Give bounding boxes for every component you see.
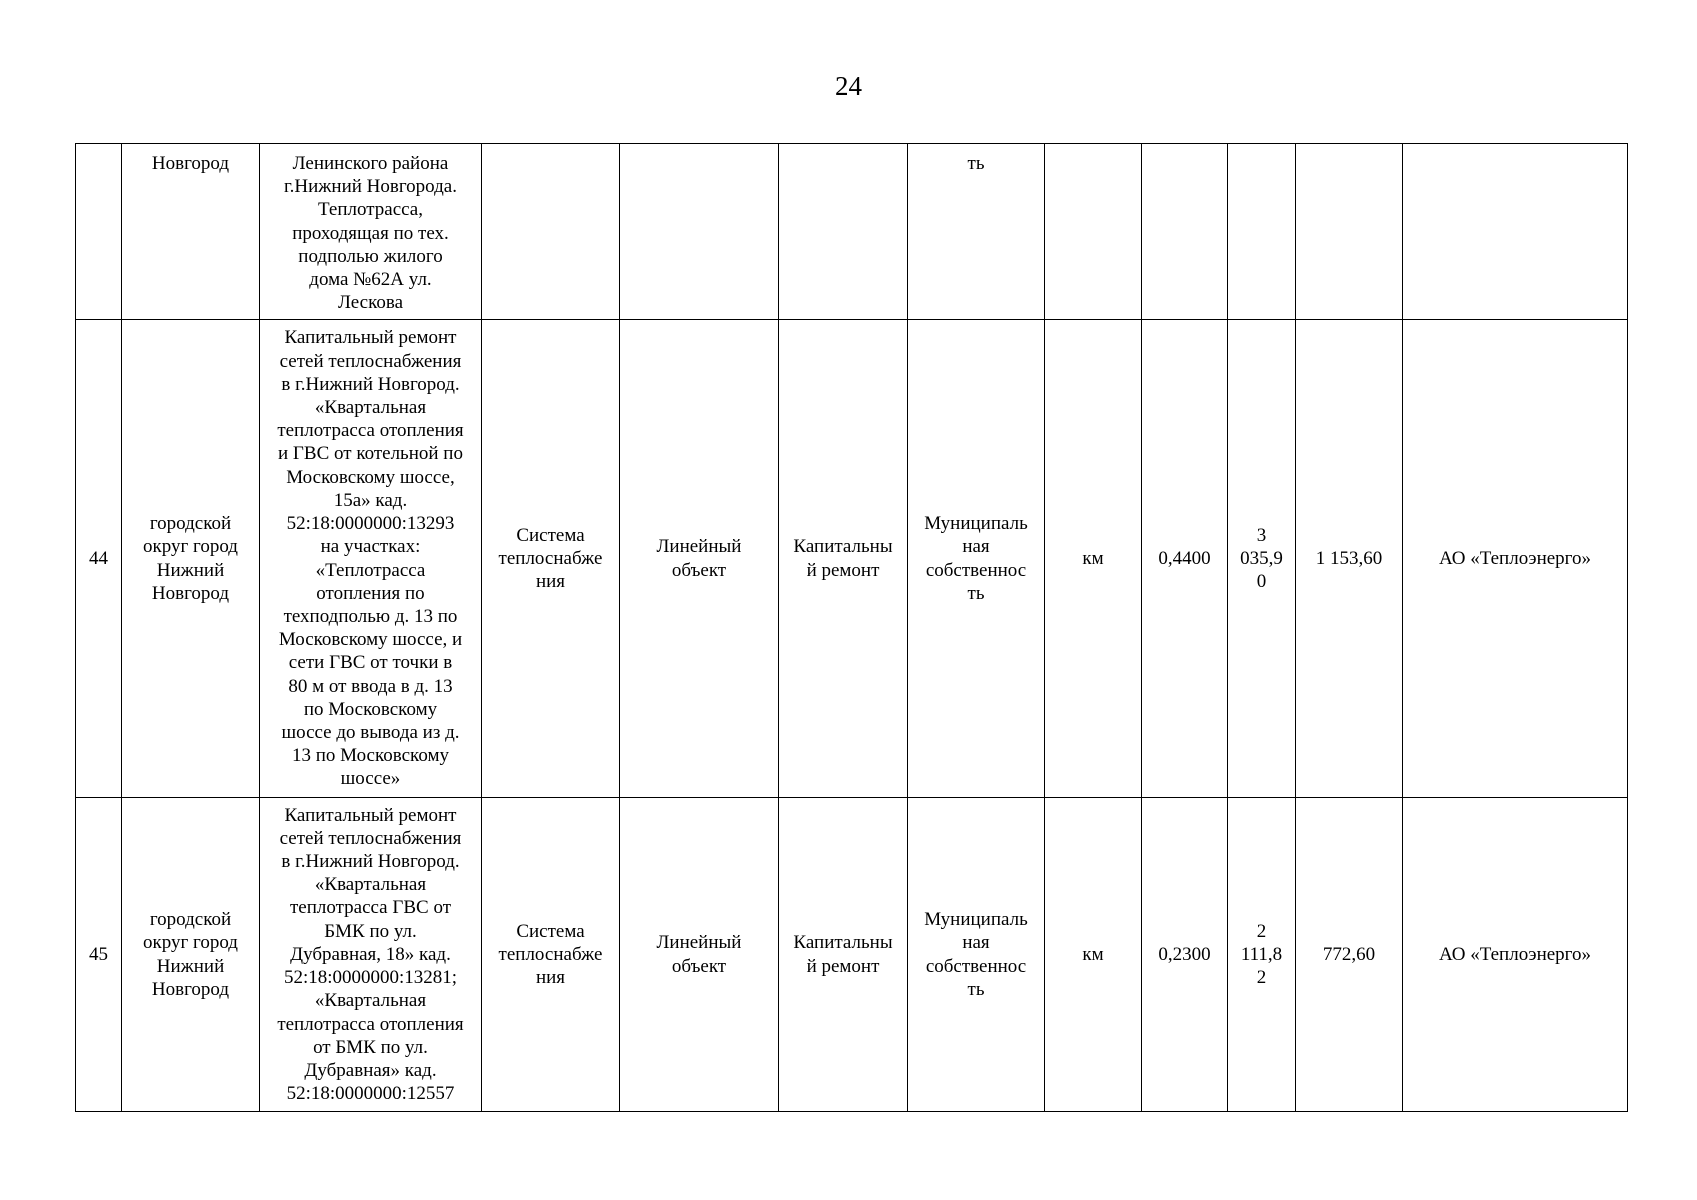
cost-year-cell: 772,60	[1296, 798, 1403, 1112]
municipality-cell: Новгород	[122, 144, 260, 320]
length-cell: 0,4400	[1142, 320, 1228, 798]
description-cell: Капитальный ремонт сетей теплоснабжения в г.Нижний Новгород. «Квартальная теплотрасса ГВС от БМК по ул. Дубравная, 18» кад. 52:18:0000000:13281; «Квартальная теплотрасса отопления от БМК по ул. Дубравная» кад. 52:18:0000000:12557	[260, 798, 482, 1112]
page-number: 24	[835, 71, 862, 101]
system-cell	[482, 144, 620, 320]
unit-cell	[1045, 144, 1142, 320]
unit-cell: км	[1045, 798, 1142, 1112]
work-type-cell	[779, 144, 908, 320]
unit-cell: км	[1045, 320, 1142, 798]
row-number-cell: 44	[76, 320, 122, 798]
cost-total-cell: 2 111,8 2	[1228, 798, 1296, 1112]
investment-program-table	[75, 143, 1628, 1112]
table-row	[76, 320, 1628, 798]
row-number-cell	[76, 144, 122, 320]
cost-year-cell: 1 153,60	[1296, 320, 1403, 798]
cost-total-cell	[1228, 144, 1296, 320]
system-cell: Система теплоснабже ния	[482, 320, 620, 798]
object-type-cell: Линейный объект	[620, 798, 779, 1112]
length-cell: 0,2300	[1142, 798, 1228, 1112]
municipality-cell: городской округ город Нижний Новгород	[122, 798, 260, 1112]
work-type-cell: Капитальны й ремонт	[779, 320, 908, 798]
ownership-cell: Муниципаль ная собственнос ть	[908, 798, 1045, 1112]
cost-year-cell	[1296, 144, 1403, 320]
system-cell: Система теплоснабже ния	[482, 798, 620, 1112]
operator-cell	[1403, 144, 1628, 320]
municipality-cell: городской округ город Нижний Новгород	[122, 320, 260, 798]
operator-cell: АО «Теплоэнерго»	[1403, 798, 1628, 1112]
row-number-cell: 45	[76, 798, 122, 1112]
object-type-cell	[620, 144, 779, 320]
ownership-cell: Муниципаль ная собственнос ть	[908, 320, 1045, 798]
description-cell: Ленинского района г.Нижний Новгорода. Теплотрасса, проходящая по тех. подполью жилого дома №62А ул. Лескова	[260, 144, 482, 320]
ownership-cell: ть	[908, 144, 1045, 320]
description-cell: Капитальный ремонт сетей теплоснабжения в г.Нижний Новгород. «Квартальная теплотрасса отопления и ГВС от котельной по Московскому шоссе, 15а» кад. 52:18:0000000:13293 на участках: «Теплотрасса отопления по техподполью д. 13 по Московскому шоссе, и сети ГВС от точки в 80 м от ввода в д. 13 по Московскому шоссе до вывода из д. 13 по Московскому шоссе»	[260, 320, 482, 798]
length-cell	[1142, 144, 1228, 320]
work-type-cell: Капитальны й ремонт	[779, 798, 908, 1112]
table-row	[76, 798, 1628, 1112]
table-row	[76, 144, 1628, 320]
cost-total-cell: 3 035,9 0	[1228, 320, 1296, 798]
object-type-cell: Линейный объект	[620, 320, 779, 798]
operator-cell: АО «Теплоэнерго»	[1403, 320, 1628, 798]
